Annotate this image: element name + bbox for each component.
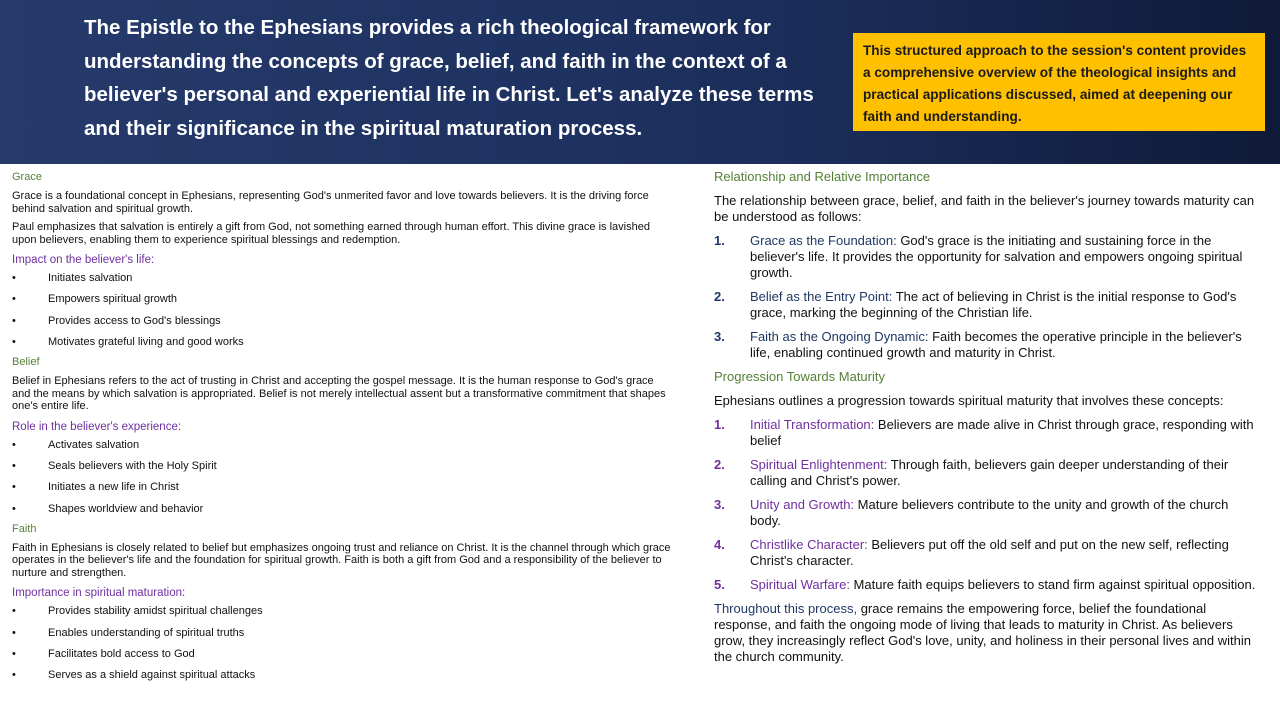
list-item: • Motivates grateful living and good works (12, 332, 674, 353)
item-number: 1. (714, 417, 725, 432)
faith-list (12, 601, 674, 686)
item-term: Grace as the Foundation: (750, 233, 897, 248)
grace-paragraph-2: Paul emphasizes that salvation is entirely a gift from God, not something earned through human effort. This divine grace is lavished upon believers, enabling them to experience spiritual blessings and redemption. (12, 221, 650, 246)
list-item: • Seals believers with the Holy Spirit (12, 456, 674, 477)
list-item (714, 289, 1260, 321)
item-text: God's grace is the initiating and sustaining force in the believer's life. It provides the opportunity for salvation and empowers ongoing spiritual growth. (750, 233, 1243, 280)
item-term: Spiritual Warfare: (750, 577, 850, 592)
list-item (714, 497, 1260, 529)
progression-intro: Ephesians outlines a progression towards spiritual maturity that involves these concepts: (714, 393, 1224, 408)
item-text: Mature faith equips believers to stand firm against spiritual opposition. (849, 577, 1256, 592)
conclusion-lead: Throughout this process, (714, 601, 858, 616)
list-item: • Provides access to God's blessings (12, 311, 674, 332)
grace-paragraph-1: Grace is a foundational concept in Ephesians, representing God's unmerited favor and love towards believers. It is the driving force behind salvation and spiritual growth. (12, 190, 649, 215)
list-item (714, 417, 1260, 449)
progression-heading: Progression Towards Maturity (714, 369, 885, 384)
definitions-panel (0, 164, 686, 720)
list-item (714, 577, 1260, 593)
item-number: 3. (714, 497, 725, 512)
faith-paragraph: Faith in Ephesians is closely related to belief but emphasizes ongoing trust and reliance on Christ. It is the channel through which grace operates in the believer's life and the foundation for spiritual growth. Faith is both a gift from God and a responsibility of the believer to nurture and strengthen. (12, 541, 671, 579)
belief-paragraph: Belief in Ephesians refers to the act of trusting in Christ and accepting the gospel message. It is the human response to God's grace and the means by which salvation is appropriated. Belief is not merely intellectual assent but a transformative commitment that shapes one's entire life. (12, 375, 666, 413)
list-item (714, 457, 1260, 489)
item-number: 4. (714, 537, 725, 552)
item-term: Spiritual Enlightenment: (750, 457, 888, 472)
list-item: • Serves as a shield against spiritual attacks (12, 665, 674, 686)
conclusion-paragraph (714, 601, 1260, 665)
list-item: • Empowers spiritual growth (12, 289, 674, 310)
grace-subheading: Impact on the believer's life: (12, 254, 155, 266)
item-number: 3. (714, 329, 725, 344)
list-item (714, 537, 1260, 569)
list-item: • Activates salvation (12, 435, 674, 456)
item-text: Faith becomes the operative principle in the believer's life, enabling continued growth and maturity in Christ. (750, 329, 1242, 360)
list-item (714, 329, 1260, 361)
list-item: • Enables understanding of spiritual truths (12, 623, 674, 644)
analysis-panel (686, 164, 1280, 720)
item-text: Believers put off the old self and put on the new self, reflecting Christ's character. (750, 537, 1229, 568)
intro-text: The Epistle to the Ephesians provides a rich theological framework for understanding the concepts of grace, belief, and faith in the context of a believer's personal and experiential life in Christ. Let's analyze these terms and their significance in the spiritual maturation process. (84, 16, 814, 140)
item-term: Belief as the Entry Point: (750, 289, 893, 304)
faith-subheading: Importance in spiritual maturation: (12, 587, 186, 600)
list-item (714, 233, 1260, 281)
item-number: 2. (714, 457, 725, 472)
list-item: • Initiates salvation (12, 268, 674, 289)
grace-list (12, 268, 674, 353)
list-item: • Shapes worldview and behavior (12, 499, 674, 520)
belief-heading: Belief (12, 356, 40, 369)
faith-heading: Faith (12, 522, 37, 535)
relationship-heading: Relationship and Relative Importance (714, 169, 931, 184)
belief-subheading: Role in the believer's experience: (12, 420, 182, 433)
grace-heading: Grace (12, 171, 42, 183)
item-term: Unity and Growth: (750, 497, 855, 512)
item-text: The act of believing in Christ is the initial response to God's grace, marking the beginning of the Christian life. (750, 289, 1237, 320)
list-item: • Initiates a new life in Christ (12, 477, 674, 498)
belief-list (12, 435, 674, 520)
item-text: Through faith, believers gain deeper understanding of their calling and Christ's power. (750, 457, 1229, 488)
item-term: Initial Transformation: (750, 417, 875, 432)
item-term: Faith as the Ongoing Dynamic: (750, 329, 929, 344)
relationship-list (714, 233, 1260, 361)
progression-list (714, 417, 1260, 593)
item-term: Christlike Character: (750, 537, 868, 552)
item-number: 2. (714, 289, 725, 304)
item-text: Mature believers contribute to the unity and growth of the church body. (750, 497, 1229, 528)
relationship-intro: The relationship between grace, belief, and faith in the believer's journey towards maturity can be understood as follows: (714, 193, 1255, 224)
item-text: Believers are made alive in Christ through grace, responding with belief (750, 417, 1254, 448)
summary-callout: This structured approach to the session's content provides a comprehensive overview of the theological insights and practical applications discussed, aimed at deepening our faith and understanding. (853, 33, 1265, 131)
conclusion-text: grace remains the empowering force, belief the foundational response, and faith the ongoing mode of living that leads to maturity in Christ. As believers grow, they increasingly reflect God's love, unity, and holiness in their personal lives and within the church community. (714, 601, 1251, 664)
list-item: • Facilitates bold access to God (12, 644, 674, 665)
item-number: 1. (714, 233, 725, 248)
title-banner (0, 0, 1280, 165)
list-item: • Provides stability amidst spiritual challenges (12, 601, 674, 622)
item-number: 5. (714, 577, 725, 592)
